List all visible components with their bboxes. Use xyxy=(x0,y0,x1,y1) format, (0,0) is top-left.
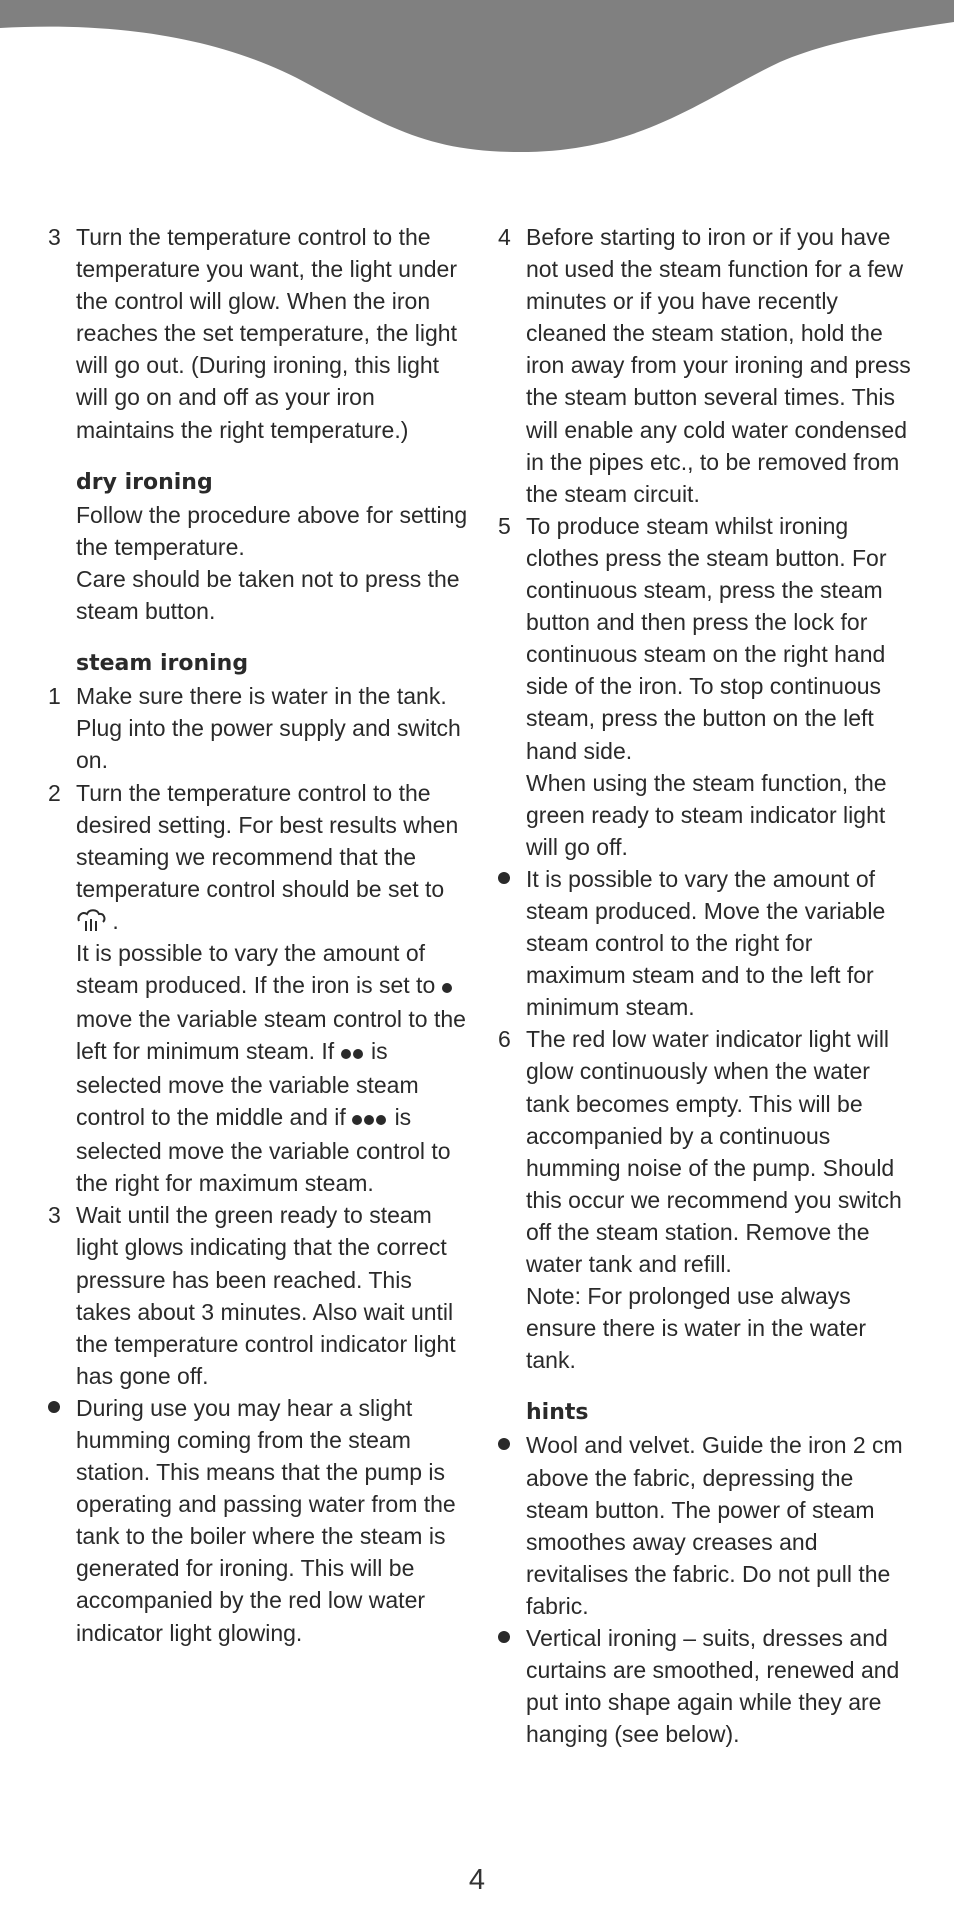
page-number: 4 xyxy=(468,1864,486,1896)
step-text: Make sure there is water in the tank. Plug into the power supply and switch on. xyxy=(76,683,461,774)
step-text: Before starting to iron or if you have not used the steam function for a few minutes or if you have recently cleaned the steam station, hold the iron away from your ironing and press the steam button several times. This will enable any cold water condensed in the pipes etc., to be removed from the steam circuit. xyxy=(526,224,911,507)
steam-step-1 xyxy=(48,680,472,776)
step-text-period: . xyxy=(112,907,119,934)
step-text: Turn the temperature control to the desired setting. For best results when steaming we recommend that the temperature control should be set to xyxy=(76,779,459,902)
step-text: To produce steam whilst ironing clothes press the steam button. For continuous steam, press the steam button and then press the lock for continuous steam on the right hand side of the iron. To stop continuous steam, press the button on the left hand side. xyxy=(526,512,887,764)
bullet-icon xyxy=(48,1392,72,1424)
step-number: 1 xyxy=(48,683,61,710)
three-dot-setting-icon xyxy=(352,1101,388,1133)
header-wave-band xyxy=(0,0,954,160)
step-5-note: When using the steam function, the green ready to steam indicator light will go off. xyxy=(526,769,887,860)
steam-variation-para xyxy=(76,937,472,1199)
header-wave-shape xyxy=(0,0,954,152)
step-number: 3 xyxy=(48,1202,61,1229)
bullet-text: During use you may hear a slight humming coming from the steam station. This means that the pump is operating and passing water from the tank to the boiler where the steam is generated for ironing. This will be accompanied by the red low water indicator light glowing. xyxy=(76,1394,456,1646)
steam-bullet-humming xyxy=(48,1392,472,1649)
two-dot-setting-icon xyxy=(341,1035,365,1067)
step-number: 2 xyxy=(48,779,61,806)
right-column xyxy=(498,221,918,1750)
dry-ironing-heading: dry ironing xyxy=(76,469,213,495)
dry-ironing-para-1: Follow the procedure above for setting the temperature. xyxy=(76,501,468,560)
steam-step-2 xyxy=(48,777,472,1200)
variation-intro: It is possible to vary the amount of steam produced. If the iron is set to xyxy=(76,939,436,999)
step-text: Turn the temperature control to the temperature you want, the light under the control will glow. When the iron reaches the set temperature, the light will go out. (During ironing, this light will go on and off as your iron maintains the right temperature.) xyxy=(76,224,458,443)
bullet-text: Vertical ironing – suits, dresses and curtains are smoothed, renewed and put into shape again while they are hanging (see below). xyxy=(526,1625,900,1748)
step-6-note: Note: For prolonged use always ensure there is water in the water tank. xyxy=(526,1283,867,1374)
one-dot-setting-icon xyxy=(442,969,454,1001)
step-number: 3 xyxy=(48,224,61,250)
step-4-purge xyxy=(498,221,918,510)
dry-ironing-para-2: Care should be taken not to press the steam button. xyxy=(76,565,460,625)
steam-ironing-heading: steam ironing xyxy=(76,651,249,677)
hints-heading: hints xyxy=(526,1400,589,1426)
step-number: 5 xyxy=(498,512,511,539)
step-6-low-water xyxy=(498,1023,918,1376)
bullet-vary-steam xyxy=(498,863,918,1023)
step-number: 6 xyxy=(498,1026,511,1053)
step-number: 4 xyxy=(498,224,511,250)
bullet-icon xyxy=(498,1622,522,1654)
bullet-icon xyxy=(498,863,522,895)
steam-setting-icon xyxy=(76,907,106,933)
step-5-produce-steam xyxy=(498,510,918,863)
variation-three-dots: is selected move the variable control to the right for maximum steam. xyxy=(76,1104,451,1197)
variation-two-dots: is selected move the variable steam control to the middle and if xyxy=(76,1038,419,1131)
variation-one-dot: move the variable steam control to the left for minimum steam. If xyxy=(76,1006,466,1065)
step-text: The red low water indicator light will glow continuously when the water tank becomes empty. This will be accompanied by a continuous humming noise of the pump. Should this occur we recommend you switch off the steam station. Remove the water tank and refill. xyxy=(526,1026,902,1277)
hint-bullet-wool xyxy=(498,1429,918,1622)
step-text: Wait until the green ready to steam light glows indicating that the correct pressure has been reached. This takes about 3 minutes. Also wait until the temperature control indicator light has gone off. xyxy=(76,1202,456,1389)
steam-step-3 xyxy=(48,1199,472,1392)
hint-bullet-vertical xyxy=(498,1622,918,1750)
left-column xyxy=(48,221,472,1649)
step-3-temperature xyxy=(48,221,472,446)
bullet-text: Wool and velvet. Guide the iron 2 cm above the fabric, depressing the steam button. The power of steam smoothes away creases and revitalises the fabric. Do not pull the fabric. xyxy=(526,1432,903,1619)
bullet-text: It is possible to vary the amount of steam produced. Move the variable steam control to the right for maximum steam and to the left for minimum steam. xyxy=(526,865,886,1021)
bullet-icon xyxy=(498,1429,522,1461)
